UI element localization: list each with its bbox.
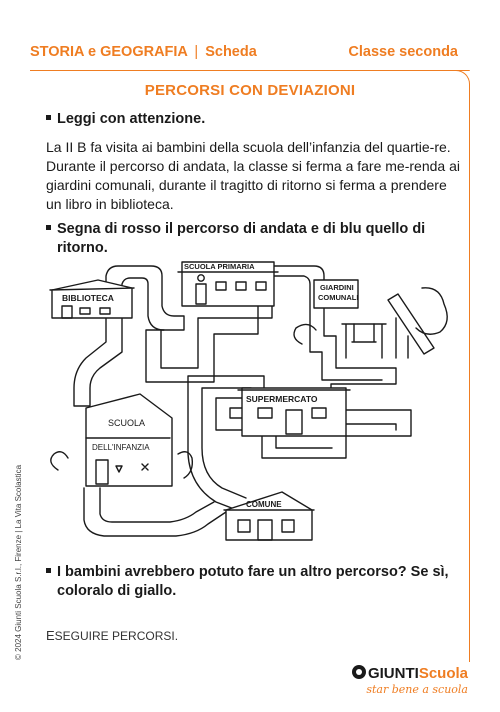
supermarket-building (238, 388, 350, 436)
public-gardens (294, 280, 447, 358)
bullet-square-icon (46, 568, 51, 573)
brand-name (352, 665, 468, 682)
learning-objective-text: SEGUIRE PERCORSI. (54, 629, 179, 643)
story-paragraph: La II B fa visita ai bambini della scuola dell’infanzia del quartie-re. Durante il percorso di andata, la classe si ferma a fare me-renda ai giardini comunali, durante il tragitto di ritorno si ferma a prendere un libro in biblioteca. (46, 139, 460, 212)
bullet-square-icon (46, 115, 51, 120)
primary-school-label: SCUOLA PRIMARIA (184, 262, 255, 271)
kindergarten-label-line2: DELL'INFANZIA (92, 443, 150, 452)
neighborhood-map (46, 258, 466, 548)
header-separator: | (194, 44, 199, 60)
road-left-branch (74, 310, 122, 406)
library-label: BIBLIOTECA (62, 293, 114, 303)
instruction-alternative-line2: coloralo di giallo. (57, 583, 177, 599)
subject-label: STORIA e GEOGRAFIA (30, 44, 188, 60)
primary-school-building (178, 262, 278, 306)
library-building (50, 280, 134, 318)
giunti-g-icon (352, 665, 366, 679)
gardens-label-line1: GIARDINI (320, 283, 354, 292)
brand-tagline: star bene a scuola (366, 683, 468, 696)
bullet-square-icon (46, 225, 51, 230)
gardens-label-line2: COMUNALI (318, 293, 359, 302)
publisher-logo (352, 665, 468, 696)
instruction-color-paths (46, 220, 446, 258)
sheet-type-label: Scheda (205, 44, 257, 60)
copyright-notice: © 2024 Giunti Scuola S.r.l., Firenze | La Vita Scolastica (14, 464, 23, 660)
learning-objective (46, 628, 178, 643)
instruction-color-paths-line1: Segna di rosso il percorso di andata e di blu quello di (57, 221, 426, 237)
instruction-read (46, 111, 205, 127)
road-school-link-inner (100, 488, 214, 522)
road-school-link (84, 488, 226, 536)
kindergarten-building (51, 394, 193, 486)
grade-label: Classe seconda (348, 44, 458, 60)
supermarket-label: SUPERMERCATO (246, 394, 318, 404)
kindergarten-label-line1: SCUOLA (108, 418, 146, 428)
instruction-read-text: Leggi con attenzione. (57, 111, 206, 127)
instruction-alternative-path (46, 563, 466, 601)
page-header (30, 44, 458, 64)
instruction-alternative-line1: I bambini avrebbero potuto fare un altro percorso? Se sì, (57, 564, 449, 580)
town-hall-building (224, 492, 314, 540)
subject-heading (30, 44, 257, 60)
worksheet-title: PERCORSI CON DEVIAZIONI (144, 82, 356, 99)
brand-name-b: Scuola (418, 665, 468, 682)
instruction-color-paths-line2: ritorno. (57, 240, 108, 256)
brand-name-a: GIUNTI (367, 665, 419, 682)
learning-objective-initial: E (46, 628, 55, 643)
town-hall-label: COMUNE (246, 500, 282, 509)
